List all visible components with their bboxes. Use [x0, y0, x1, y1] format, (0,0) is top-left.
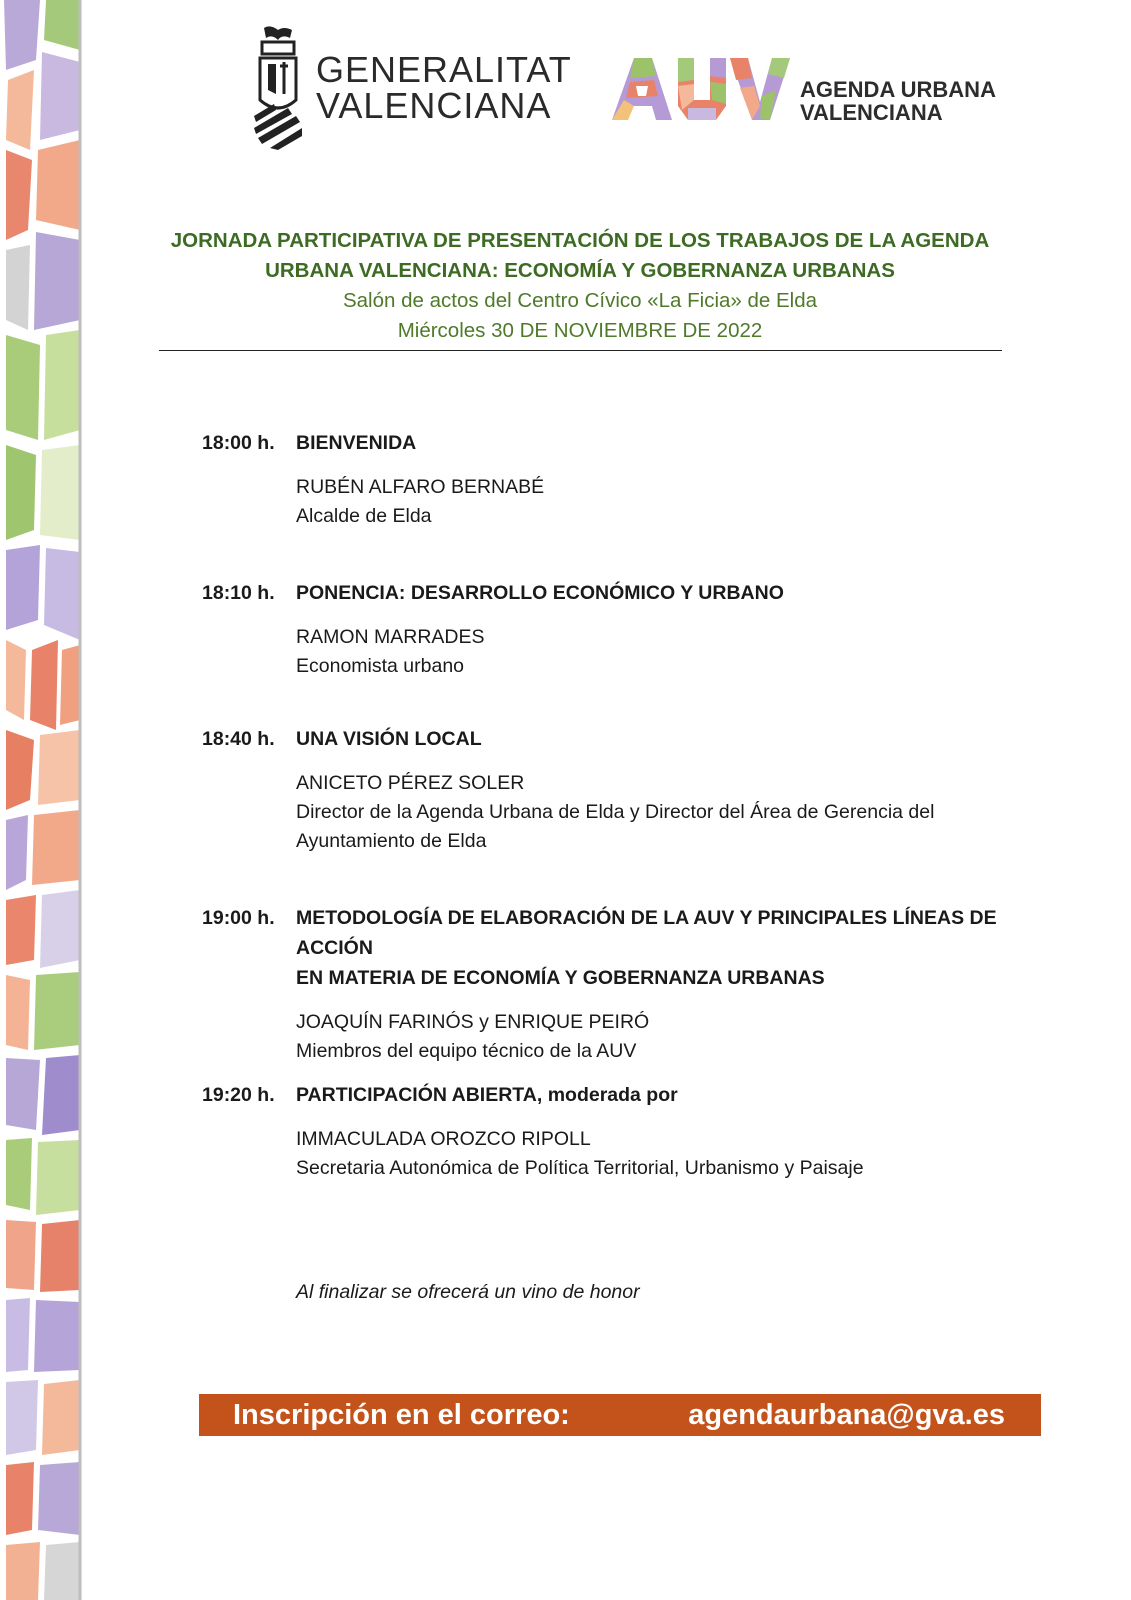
program-speaker-role: Secretaria Autonómica de Política Territorial, Urbanismo y Paisaje	[296, 1157, 864, 1179]
registration-banner	[199, 1394, 1041, 1436]
event-venue: Salón de actos del Centro Cívico «La Ficia» de Elda	[342, 289, 818, 312]
program-title: UNA VISIÓN LOCAL	[296, 728, 482, 750]
header-divider	[159, 350, 1002, 351]
decorative-mosaic-strip	[0, 0, 82, 1600]
program-title: PARTICIPACIÓN ABIERTA, moderada por	[296, 1084, 678, 1106]
program-time: 18:00 h.	[202, 432, 275, 454]
event-title-line2: URBANA VALENCIANA: ECONOMÍA Y GOBERNANZA URBANAS	[265, 259, 895, 282]
program-speaker-role: Miembros del equipo técnico de la AUV	[296, 1040, 637, 1062]
coat-of-arms-icon	[248, 24, 308, 150]
program-speaker-role: Alcalde de Elda	[296, 505, 432, 527]
closing-note: Al finalizar se ofrecerá un vino de honor	[296, 1281, 640, 1303]
program-speaker: ANICETO PÉREZ SOLER	[296, 772, 525, 794]
program-time: 19:20 h.	[202, 1084, 275, 1106]
auv-mosaic-letters-icon	[612, 56, 792, 122]
program-time: 19:00 h.	[202, 907, 275, 929]
program-speaker-role: Economista urbano	[296, 655, 465, 677]
event-date: Miércoles 30 DE NOVIEMBRE DE 2022	[397, 319, 763, 342]
program-title-cont: EN MATERIA DE ECONOMÍA Y GOBERNANZA URBANAS	[296, 967, 825, 989]
program-speaker-role: Director de la Agenda Urbana de Elda y Director del Área de Gerencia del	[296, 801, 935, 823]
program-speaker: RAMON MARRADES	[296, 626, 485, 648]
generalitat-valenciana-logo	[248, 24, 572, 150]
program-speaker-role-cont: Ayuntamiento de Elda	[296, 830, 487, 852]
auv-logo-line2: VALENCIANA	[800, 100, 943, 125]
program-speaker: IMMACULADA OROZCO RIPOLL	[296, 1128, 591, 1150]
gv-logo-line1: GENERALITAT	[316, 49, 572, 90]
program-time: 18:10 h.	[202, 582, 275, 604]
gv-logo-line2: VALENCIANA	[316, 85, 552, 126]
program-title: METODOLOGÍA DE ELABORACIÓN DE LA AUV Y PRINCIPALES LÍNEAS DE ACCIÓN	[296, 907, 997, 959]
program-speaker: RUBÉN ALFARO BERNABÉ	[296, 476, 545, 498]
program-title: PONENCIA: DESARROLLO ECONÓMICO Y URBANO	[296, 582, 784, 604]
auv-logo-line1: AGENDA URBANA	[800, 77, 996, 102]
auv-logo	[612, 52, 996, 132]
registration-label: Inscripción en el correo:	[233, 1399, 570, 1431]
event-header	[160, 226, 1000, 346]
mosaic-pattern	[0, 0, 82, 1600]
program-title: BIENVENIDA	[296, 432, 417, 454]
registration-email-link[interactable]: agendaurbana@gva.es	[688, 1399, 1005, 1431]
program-speaker: JOAQUÍN FARINÓS y ENRIQUE PEIRÓ	[296, 1011, 650, 1033]
program-time: 18:40 h.	[202, 728, 275, 750]
event-title-line1: JORNADA PARTICIPATIVA DE PRESENTACIÓN DE LOS TRABAJOS DE LA AGENDA	[170, 229, 990, 252]
